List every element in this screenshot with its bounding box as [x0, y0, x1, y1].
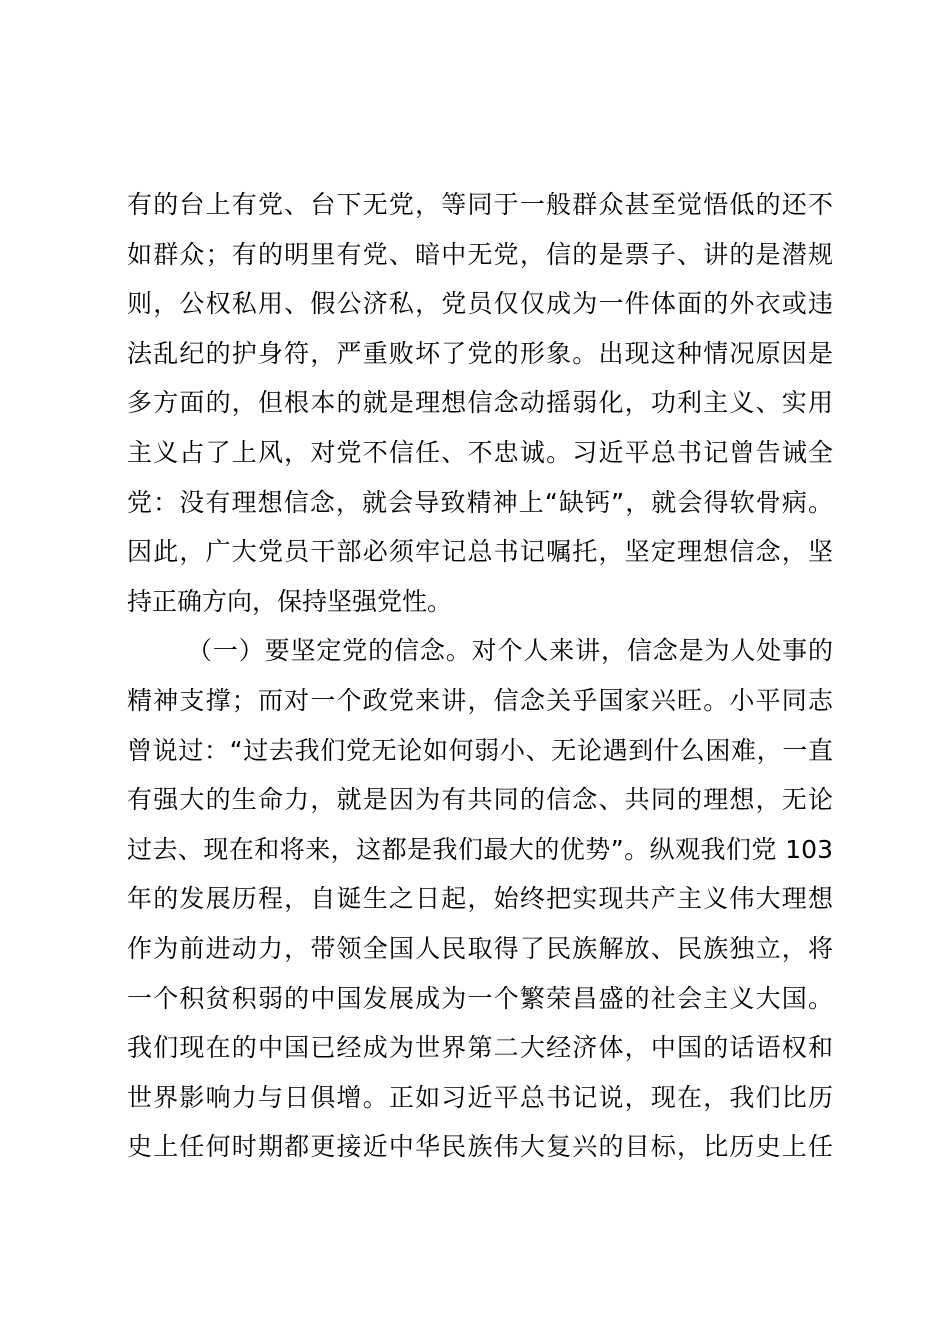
paragraph-line: 因此，广大党员干部必须牢记总书记嘱托，坚定理想信念，坚 [127, 537, 833, 567]
paragraph-line: 我们现在的中国已经成为世界第二大经济体，中国的话语权和 [127, 1033, 833, 1063]
paragraph-line: 有强大的生命力，就是因为有共同的信念、共同的理想，无论 [127, 785, 833, 815]
paragraph-line: 精神支撑；而对一个政党来讲，信念关乎国家兴旺。小平同志 [127, 685, 833, 715]
paragraph-line: 一个积贫积弱的中国发展成为一个繁荣昌盛的社会主义大国。 [127, 983, 833, 1013]
paragraph-line: 持正确方向，保持坚强党性。 [127, 586, 453, 616]
paragraph-line: 有的台上有党、台下无党，等同于一般群众甚至觉悟低的还不 [127, 190, 833, 219]
paragraph-2 [127, 626, 833, 1172]
paragraph-line: 则，公权私用、假公济私，党员仅仅成为一件体面的外衣或违 [127, 289, 833, 319]
paragraph-line: 法乱纪的护身符，严重败坏了党的形象。出现这种情况原因是 [127, 338, 833, 368]
paragraph-line: 主义占了上风，对党不信任、不忠诚。习近平总书记曾告诫全 [127, 437, 833, 467]
paragraph-line: 世界影响力与日俱增。正如习近平总书记说，现在，我们比历 [127, 1082, 833, 1112]
paragraph-1 [127, 180, 833, 626]
paragraph-line: 曾说过：“过去我们党无论如何弱小、无论遇到什么困难，一直 [127, 735, 833, 765]
document-body [127, 180, 833, 1172]
paragraph-line: 年的发展历程，自诞生之日起，始终把实现共产主义伟大理想 [127, 884, 833, 914]
paragraph-line: 过去、现在和将来，这都是我们最大的优势”。纵观我们党 103 [127, 834, 833, 864]
paragraph-line: 史上任何时期都更接近中华民族伟大复兴的目标，比历史上任 [127, 1132, 833, 1162]
paragraph-line: 如群众；有的明里有党、暗中无党，信的是票子、讲的是潜规 [127, 239, 833, 269]
paragraph-line: 党：没有理想信念，就会导致精神上“缺钙”，就会得软骨病。 [127, 487, 833, 517]
paragraph-line: （一）要坚定党的信念。对个人来讲，信念是为人处事的 [187, 636, 833, 666]
paragraph-line: 多方面的，但根本的就是理想信念动摇弱化，功利主义、实用 [127, 388, 833, 418]
paragraph-line: 作为前进动力，带领全国人民取得了民族解放、民族独立，将 [127, 933, 833, 963]
